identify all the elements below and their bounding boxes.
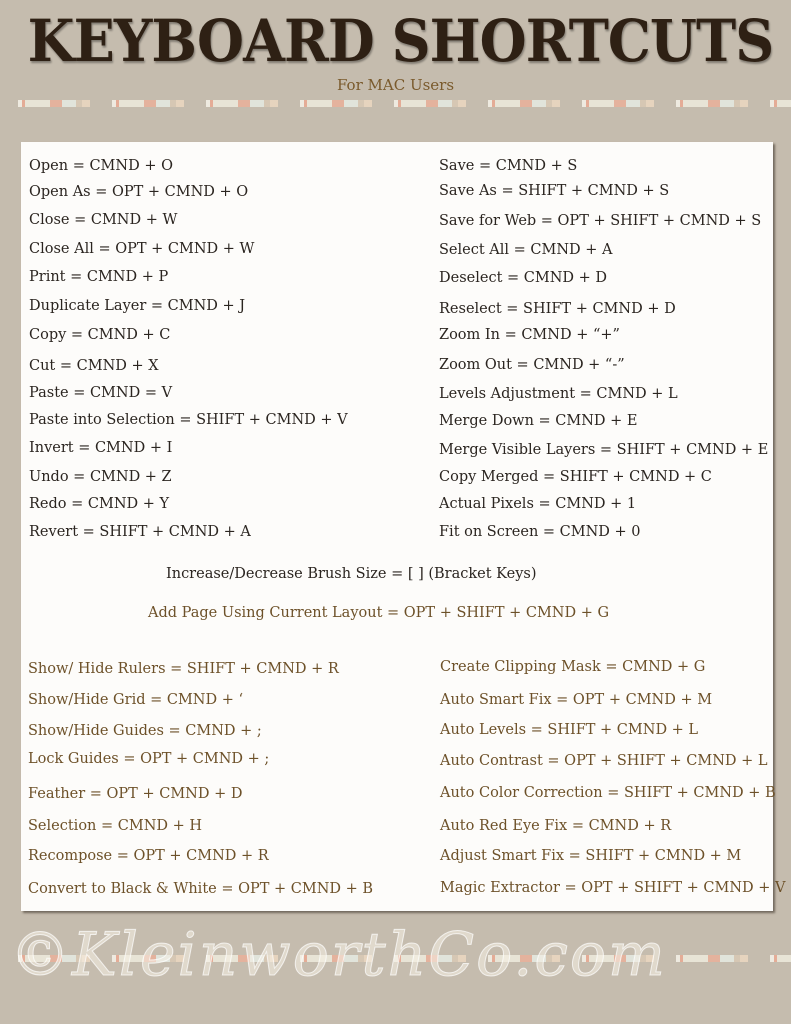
shortcut-item: Undo = CMND + Z [29, 469, 172, 485]
shortcut-item: Revert = SHIFT + CMND + A [29, 524, 251, 540]
shortcut-item: Copy Merged = SHIFT + CMND + C [439, 469, 712, 485]
shortcut-item: Show/Hide Grid = CMND + ‘ [28, 692, 244, 708]
shortcut-item: Auto Smart Fix = OPT + CMND + M [440, 692, 713, 708]
shortcut-item: Print = CMND + P [29, 269, 169, 285]
shortcut-item: Auto Levels = SHIFT + CMND + L [440, 722, 699, 738]
shortcut-item: Show/ Hide Rulers = SHIFT + CMND + R [28, 661, 339, 677]
shortcut-item: Levels Adjustment = CMND + L [439, 386, 678, 402]
shortcut-item: Save = CMND + S [439, 158, 578, 174]
shortcut-item: Select All = CMND + A [439, 242, 613, 258]
shortcut-item: Magic Extractor = OPT + SHIFT + CMND + V [440, 880, 786, 896]
add-page-shortcut: Add Page Using Current Layout = OPT + SHIFT + CMND + G [148, 605, 610, 621]
shortcut-item: Auto Contrast = OPT + SHIFT + CMND + L [440, 753, 768, 769]
shortcut-item: Copy = CMND + C [29, 327, 171, 343]
shortcut-item: Close = CMND + W [29, 212, 178, 228]
shortcut-item: Close All = OPT + CMND + W [29, 241, 255, 257]
shortcut-item: Redo = CMND + Y [29, 496, 170, 512]
copyright-watermark: ©KleinworthCo.com [10, 920, 667, 990]
shortcut-item: Zoom In = CMND + “+” [439, 327, 620, 343]
shortcut-item: Feather = OPT + CMND + D [28, 786, 243, 802]
page-subtitle: For MAC Users [336, 76, 455, 94]
shortcut-item: Cut = CMND + X [29, 358, 159, 374]
shortcut-item: Show/Hide Guides = CMND + ; [28, 723, 262, 739]
shortcuts-card [21, 142, 786, 911]
shortcut-item: Open = CMND + O [29, 158, 173, 174]
page-title: KEYBOARD SHORTCUTS [27, 7, 774, 75]
shortcut-item: Deselect = CMND + D [439, 270, 608, 286]
shortcut-item: Actual Pixels = CMND + 1 [439, 496, 637, 512]
shortcut-item: Paste = CMND = V [29, 385, 173, 401]
shortcut-item: Invert = CMND + I [29, 440, 173, 456]
shortcut-item: Open As = OPT + CMND + O [29, 184, 249, 200]
shortcut-item: Merge Visible Layers = SHIFT + CMND + E [439, 442, 769, 458]
shortcut-item: Fit on Screen = CMND + 0 [439, 524, 641, 540]
decorative-stripe-top [0, 100, 791, 107]
shortcut-item: Convert to Black & White = OPT + CMND + B [28, 881, 374, 897]
shortcut-item: Save As = SHIFT + CMND + S [439, 183, 670, 199]
shortcut-item: Reselect = SHIFT + CMND + D [439, 301, 676, 317]
shortcut-item: Save for Web = OPT + SHIFT + CMND + S [439, 213, 762, 229]
shortcut-item: Adjust Smart Fix = SHIFT + CMND + M [440, 848, 742, 864]
shortcut-item: Auto Color Correction = SHIFT + CMND + B [440, 785, 776, 801]
shortcut-item: Paste into Selection = SHIFT + CMND + V [29, 412, 348, 428]
shortcut-item: Auto Red Eye Fix = CMND + R [440, 818, 672, 834]
shortcut-item: Duplicate Layer = CMND + J [29, 298, 246, 314]
shortcut-item: Merge Down = CMND + E [439, 413, 638, 429]
shortcut-item: Lock Guides = OPT + CMND + ; [28, 751, 270, 767]
shortcut-item: Create Clipping Mask = CMND + G [440, 659, 706, 675]
shortcut-item: Selection = CMND + H [28, 818, 203, 834]
shortcut-item: Zoom Out = CMND + “-” [439, 357, 625, 373]
shortcut-item: Recompose = OPT + CMND + R [28, 848, 269, 864]
brush-size-shortcut: Increase/Decrease Brush Size = [ ] (Bracket Keys) [166, 566, 537, 582]
